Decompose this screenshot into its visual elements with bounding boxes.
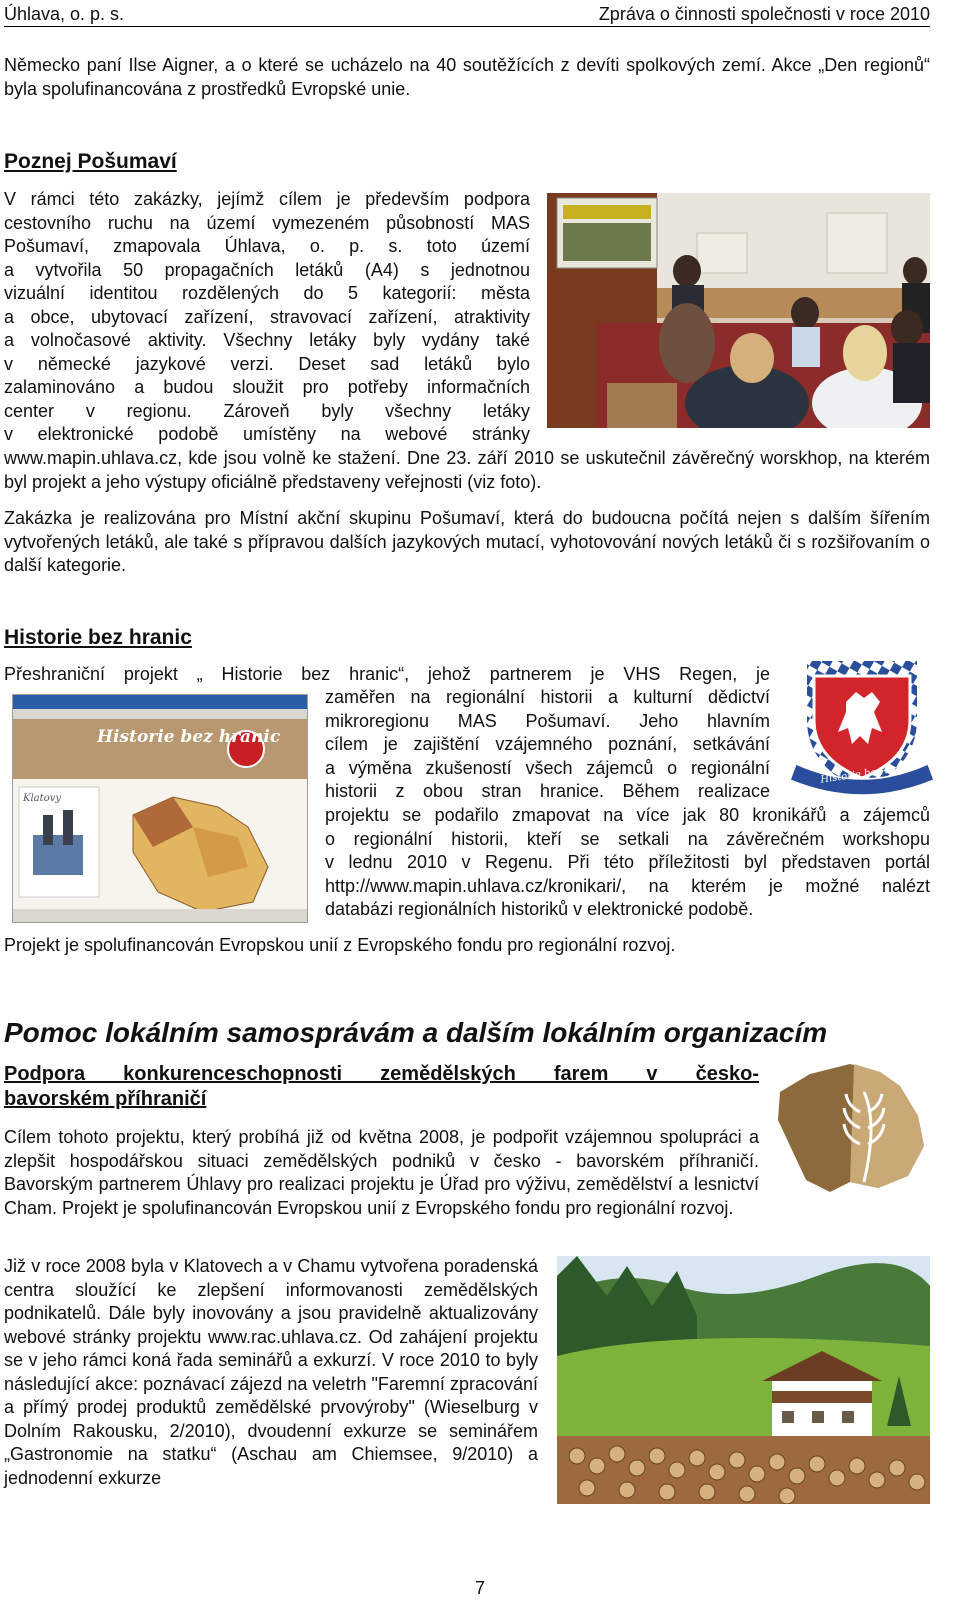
text-line: mikroregionu MAS Pošumaví. Jeho hlavním bbox=[325, 710, 770, 731]
intro-paragraph: Německo paní Ilse Aigner, a o které se ucházelo na 40 soutěžících z devíti spolkových zemí. Akce „Den regionů“ byla spolufinancována z prostředků Evropské unie. bbox=[4, 55, 930, 99]
section2-closing: Projekt je spolufinancován Evropskou unií z Evropského fondu pro regionální rozvoj. bbox=[4, 935, 676, 955]
text-line: v německé jazykové verzi. Deset sad letáků bylo bbox=[4, 353, 530, 374]
chapter-heading: Pomoc lokálním samosprávám a dalším lokálním organizacím bbox=[4, 1017, 828, 1048]
text-line: v lednu 2010 v Regenu. Při této příležitosti byl představen portál bbox=[325, 852, 930, 872]
text-line: http://www.mapin.uhlava.cz/kronikari/, na kterém je možné nalézt bbox=[325, 875, 930, 896]
text-line: a volnočasové aktivity. Všechny letáky byly vydány také bbox=[4, 330, 530, 350]
text-line: databázi regionálních historiků v elektronické podobě. bbox=[325, 899, 754, 919]
website-screenshot bbox=[12, 694, 308, 923]
text-line: cestovního ruchu na území vymezeném působností MAS bbox=[4, 212, 530, 233]
project-logo-map bbox=[774, 1062, 932, 1202]
subsection-heading-line: bavorském příhraničí bbox=[4, 1088, 207, 1110]
section2-wide-text bbox=[325, 804, 930, 922]
historie-bez-hranic-logo bbox=[786, 652, 938, 800]
text-line: a obce, ubytovací zařízení, stravovací zařízení, atraktivity bbox=[4, 306, 530, 327]
section1-wrapped-text bbox=[4, 188, 530, 447]
farm-landscape-photo bbox=[557, 1256, 930, 1504]
text-line: zaměřen na regionální historii a kulturní dědictví bbox=[325, 687, 770, 707]
section1-paragraph-tail: www.mapin.uhlava.cz, kde jsou volně ke stažení. Dne 23. září 2010 se uskutečnil závěrečný worskhop, na kterém byl projekt a jeho výstupy oficiálně představeny veřejnosti (viz foto). bbox=[4, 448, 930, 492]
text-line: o regionální historii, kteří se setkali na závěrečném workshopu bbox=[325, 828, 930, 849]
text-line: projektu se podařilo zmapovat na více jak 80 kronikářů a zájemců bbox=[325, 805, 930, 825]
text-line: historii z obou stran hranice. Během realizace bbox=[325, 781, 770, 801]
header-report-title: Zpráva o činnosti společnosti v roce 2010 bbox=[598, 4, 930, 24]
workshop-photo bbox=[547, 193, 930, 428]
page-header bbox=[4, 4, 930, 27]
text-line: Pošumaví, zmapovala Úhlava, o. p. s. toto území bbox=[4, 236, 530, 256]
section3-paragraph-2: Již v roce 2008 byla v Klatovech a v Chamu vytvořena poradenská centra sloužící ke zlepšení informovanosti zemědělských podnikatelů. Dále byly inovovány a jsou pravidelně aktualizovány webové stránky projektu www.rac.uhlava.cz. Od zahájení projektu se v jeho rámci koná řada seminářů a exkurzí. V roce 2010 to byly následující akce: poznávací zájezd na veletrh "Faremní zpracování a přímý prodej produktů zemědělské prvovýroby" (Wieselburg v Dolním Rakousku, 2/2010), dvoudenní exkurze se seminářem „Gastronomie na statku“ (Aschau am Chiemsee, 9/2010) a jednodenní exkurze bbox=[4, 1256, 538, 1488]
page-number: 7 bbox=[474, 1578, 485, 1598]
section2-first-line: Přeshraniční projekt „ Historie bez hranic“, jehož partnerem je VHS Regen, je bbox=[4, 664, 770, 684]
text-line: v elektronické podobě umístěny na webové stránky bbox=[4, 424, 530, 444]
subsection-heading-line: Podpora konkurenceschopnosti zemědělských farem v česko- bbox=[4, 1063, 759, 1085]
section-heading-poznej-posumavi: Poznej Pošumaví bbox=[4, 150, 177, 173]
text-line: vizuální identitou rozdělených do 5 kategorií: města bbox=[4, 283, 530, 303]
text-line: a výměna zkušeností všech zájemců o regionální bbox=[325, 757, 770, 778]
screenshot-banner-title: Historie bez hranic bbox=[97, 727, 281, 747]
text-line: a vytvořila 50 propagačních letáků (A4) s jednotnou bbox=[4, 259, 530, 280]
screenshot-city-label: Klatovy bbox=[23, 793, 61, 804]
text-line: center v regionu. Zároveň byly všechny letáky bbox=[4, 400, 530, 421]
subsection-heading bbox=[4, 1062, 759, 1112]
section1-paragraph-2: Zakázka je realizována pro Místní akční skupinu Pošumaví, která do budoucna počítá nejen s dalším šířením vytvořených letáků, ale také s přípravou dalších jazykových mutací, vyhotovování nových letáků či s rozšiřovaním o další kategorie. bbox=[4, 508, 930, 575]
logo-ribbon-text: Historie bez hranic bbox=[819, 761, 918, 786]
header-organization: Úhlava, o. p. s. bbox=[4, 4, 125, 24]
section3-paragraph-1: Cílem tohoto projektu, který probíhá již od května 2008, je podpořit vzájemnou spolupráci a zlepšit hospodářskou situaci zemědělských podniků v česko - bavorském příhraničí. Bavorským partnerem Úhlavy pro realizaci projektu je Úřad pro výživu, zemědělství a lesnictví Cham. Projekt je spolufinancován Evropskou unií z Evropského fondu pro regionální rozvoj. bbox=[4, 1127, 759, 1218]
text-line: V rámci této zakázky, jejímž cílem je především podpora bbox=[4, 189, 530, 209]
section-heading-historie-bez-hranic: Historie bez hranic bbox=[4, 626, 192, 649]
section2-middle-text bbox=[325, 686, 770, 804]
text-line: zalaminováno a budou sloužit pro potřeby informačních bbox=[4, 377, 530, 397]
text-line: cílem je zajištění vzájemného poznání, setkávání bbox=[325, 734, 770, 754]
